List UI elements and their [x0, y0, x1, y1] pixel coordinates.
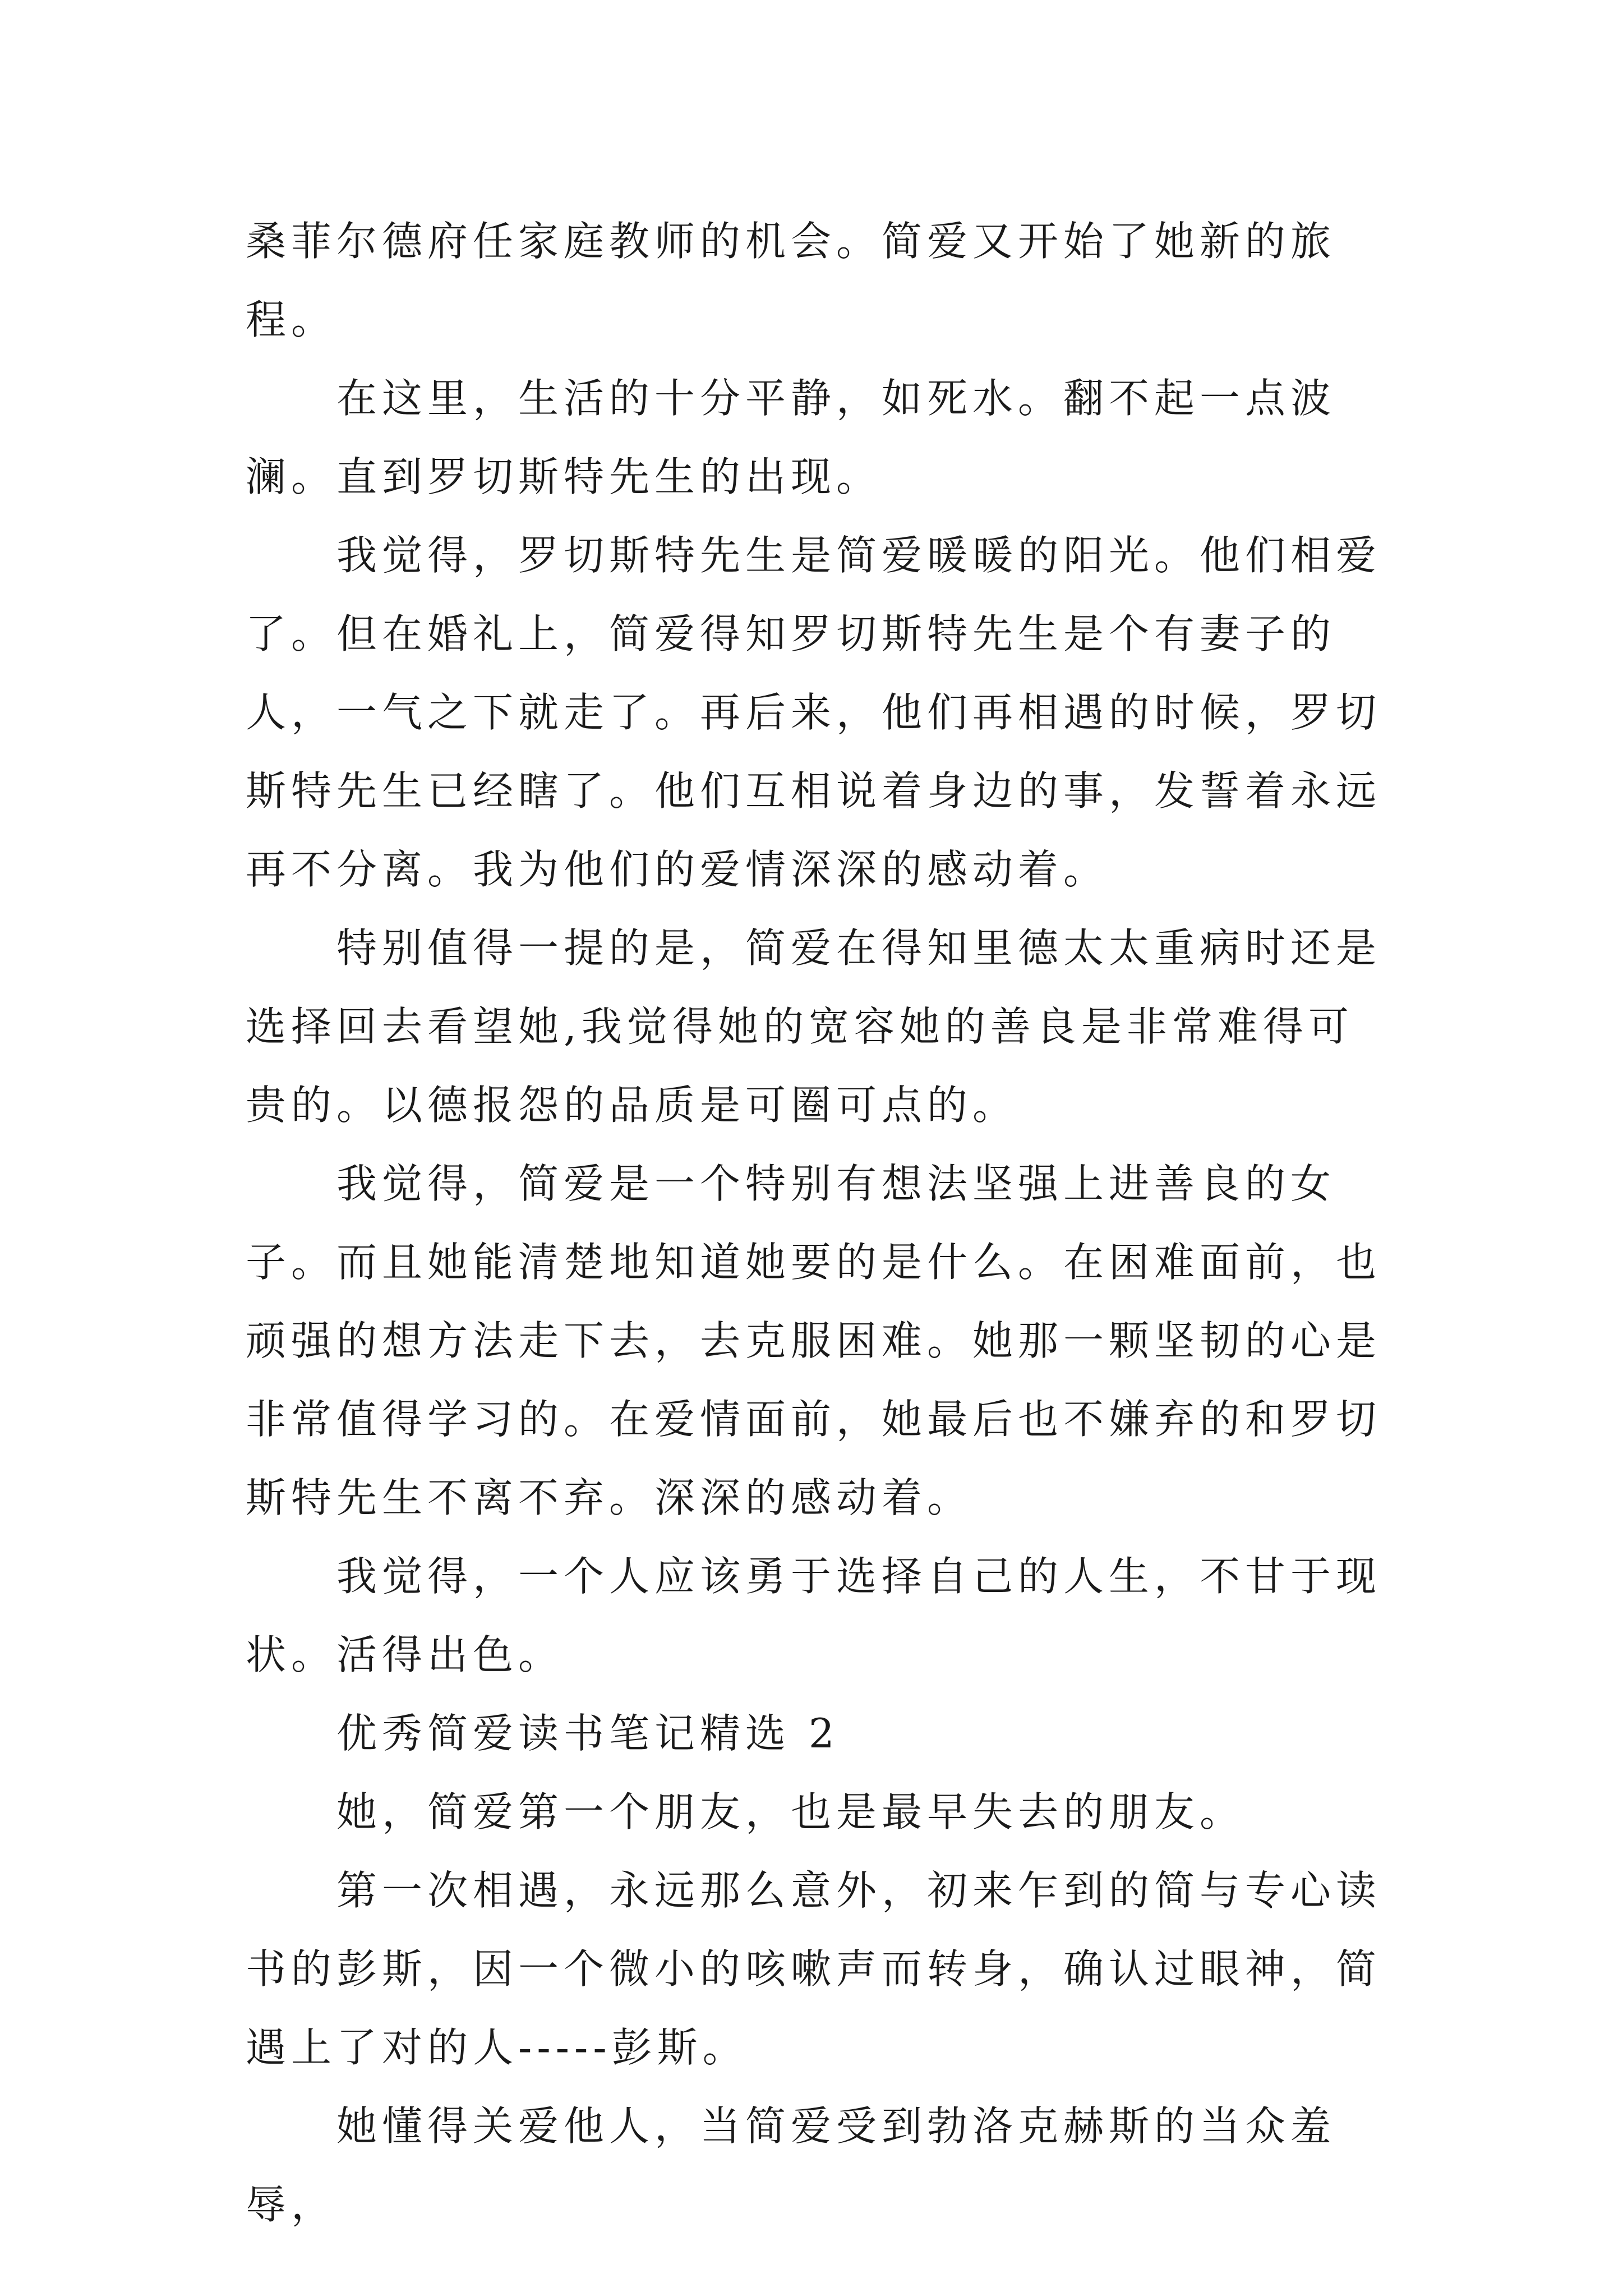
- paragraph-2: 在这里，生活的十分平静，如死水。翻不起一点波澜。直到罗切斯特先生的出现。: [246, 375, 1336, 500]
- paragraph-5: 我觉得，简爱是一个特别有想法坚强上进善良的女子。而且她能清楚地知道她要的是什么。在困难面前，也顽强的想方法走下去，去克服困难。她那一颗坚韧的心是非常值得学习的。在爱情面前，她最后也不嫌弃的和罗切斯特先生不离不弃。深深的感动着。: [246, 1160, 1382, 1521]
- paragraph-10: 她懂得关爱他人，当简爱受到勃洛克赫斯的当众羞辱，: [246, 2102, 1336, 2228]
- paragraph-8: 她，简爱第一个朋友，也是最早失去的朋友。: [336, 1788, 1246, 1835]
- paragraph-4: 特别值得一提的是，简爱在得知里德太太重病时还是选择回去看望她,我觉得她的宽容她的善良是非常难得可贵的。以德报怨的品质是可圈可点的。: [246, 924, 1382, 1129]
- paragraph-6: 我觉得，一个人应该勇于选择自己的人生，不甘于现状。活得出色。: [246, 1553, 1382, 1678]
- body-text: [246, 202, 1384, 2244]
- paragraph-1: 桑菲尔德府任家庭教师的机会。简爱又开始了她新的旅程。: [246, 218, 1336, 343]
- paragraph-3: 我觉得，罗切斯特先生是简爱暖暖的阳光。他们相爱了。但在婚礼上，简爱得知罗切斯特先生是个有妻子的人，一气之下就走了。再后来，他们再相遇的时候，罗切斯特先生已经瞎了。他们互相说着身边的事，发誓着永远再不分离。我为他们的爱情深深的感动着。: [246, 532, 1382, 893]
- section-heading: 优秀简爱读书笔记精选 2: [336, 1710, 840, 1757]
- paragraph-9: 第一次相遇，永远那么意外，初来乍到的简与专心读书的彭斯，因一个微小的咳嗽声而转身，确认过眼神，简遇上了对的人-----彭斯。: [246, 1867, 1382, 2071]
